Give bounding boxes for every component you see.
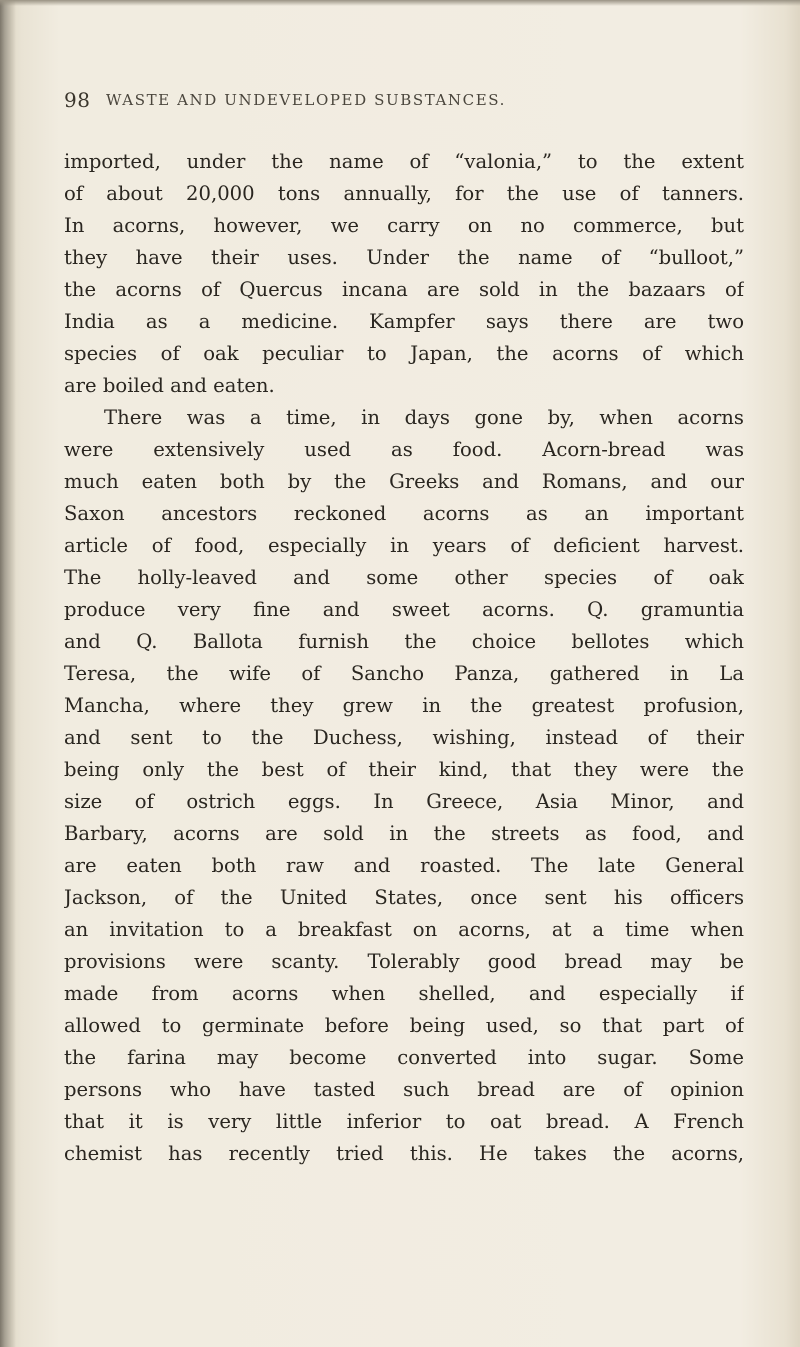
text-line: In acorns, however, we carry on no commerce, but	[64, 214, 744, 237]
text-line: they have their uses. Under the name of “bulloot,”	[64, 246, 744, 269]
text-line: Saxon ancestors reckoned acorns as an important	[64, 502, 744, 525]
text-line: an invitation to a breakfast on acorns, at a time when	[64, 918, 744, 941]
page-top-edge	[0, 0, 800, 6]
body-text	[64, 146, 744, 1170]
page-number: 98	[64, 88, 91, 112]
text-line: India as a medicine. Kampfer says there are two	[64, 310, 744, 333]
text-line: article of food, especially in years of deficient harvest.	[64, 534, 744, 557]
text-line: There was a time, in days gone by, when acorns	[104, 406, 744, 429]
text-line: allowed to germinate before being used, so that part of	[64, 1014, 744, 1037]
text-line: and Q. Ballota furnish the choice bellotes which	[64, 630, 744, 653]
text-line: provisions were scanty. Tolerably good bread may be	[64, 950, 744, 973]
text-line: made from acorns when shelled, and especially if	[64, 982, 744, 1005]
text-line: chemist has recently tried this. He takes the acorns,	[64, 1142, 744, 1165]
text-line: Teresa, the wife of Sancho Panza, gathered in La	[64, 662, 744, 685]
text-line: the farina may become converted into sugar. Some	[64, 1046, 744, 1069]
text-line: are boiled and eaten.	[64, 374, 275, 397]
text-line: and sent to the Duchess, wishing, instead of their	[64, 726, 744, 749]
text-line: Barbary, acorns are sold in the streets as food, and	[64, 822, 744, 845]
text-line: are eaten both raw and roasted. The late General	[64, 854, 744, 877]
page-spine-shadow	[0, 0, 16, 1347]
text-line: much eaten both by the Greeks and Romans, and our	[64, 470, 744, 493]
text-line: the acorns of Quercus incana are sold in the bazaars of	[64, 278, 744, 301]
text-line: The holly-leaved and some other species of oak	[64, 566, 744, 589]
text-line: species of oak peculiar to Japan, the acorns of which	[64, 342, 744, 365]
text-line: Mancha, where they grew in the greatest profusion,	[64, 694, 744, 717]
text-line: size of ostrich eggs. In Greece, Asia Minor, and	[64, 790, 744, 813]
text-line: that it is very little inferior to oat bread. A French	[64, 1110, 744, 1133]
page-header	[64, 88, 744, 114]
text-line: being only the best of their kind, that they were the	[64, 758, 744, 781]
text-line: imported, under the name of “valonia,” to the extent	[64, 150, 744, 173]
text-line: were extensively used as food. Acorn-bread was	[64, 438, 744, 461]
running-head: WASTE AND UNDEVELOPED SUBSTANCES.	[106, 91, 506, 109]
text-line: produce very fine and sweet acorns. Q. gramuntia	[64, 598, 744, 621]
text-line: persons who have tasted such bread are of opinion	[64, 1078, 744, 1101]
text-line: Jackson, of the United States, once sent his officers	[64, 886, 744, 909]
text-line: of about 20,000 tons annually, for the use of tanners.	[64, 182, 744, 205]
